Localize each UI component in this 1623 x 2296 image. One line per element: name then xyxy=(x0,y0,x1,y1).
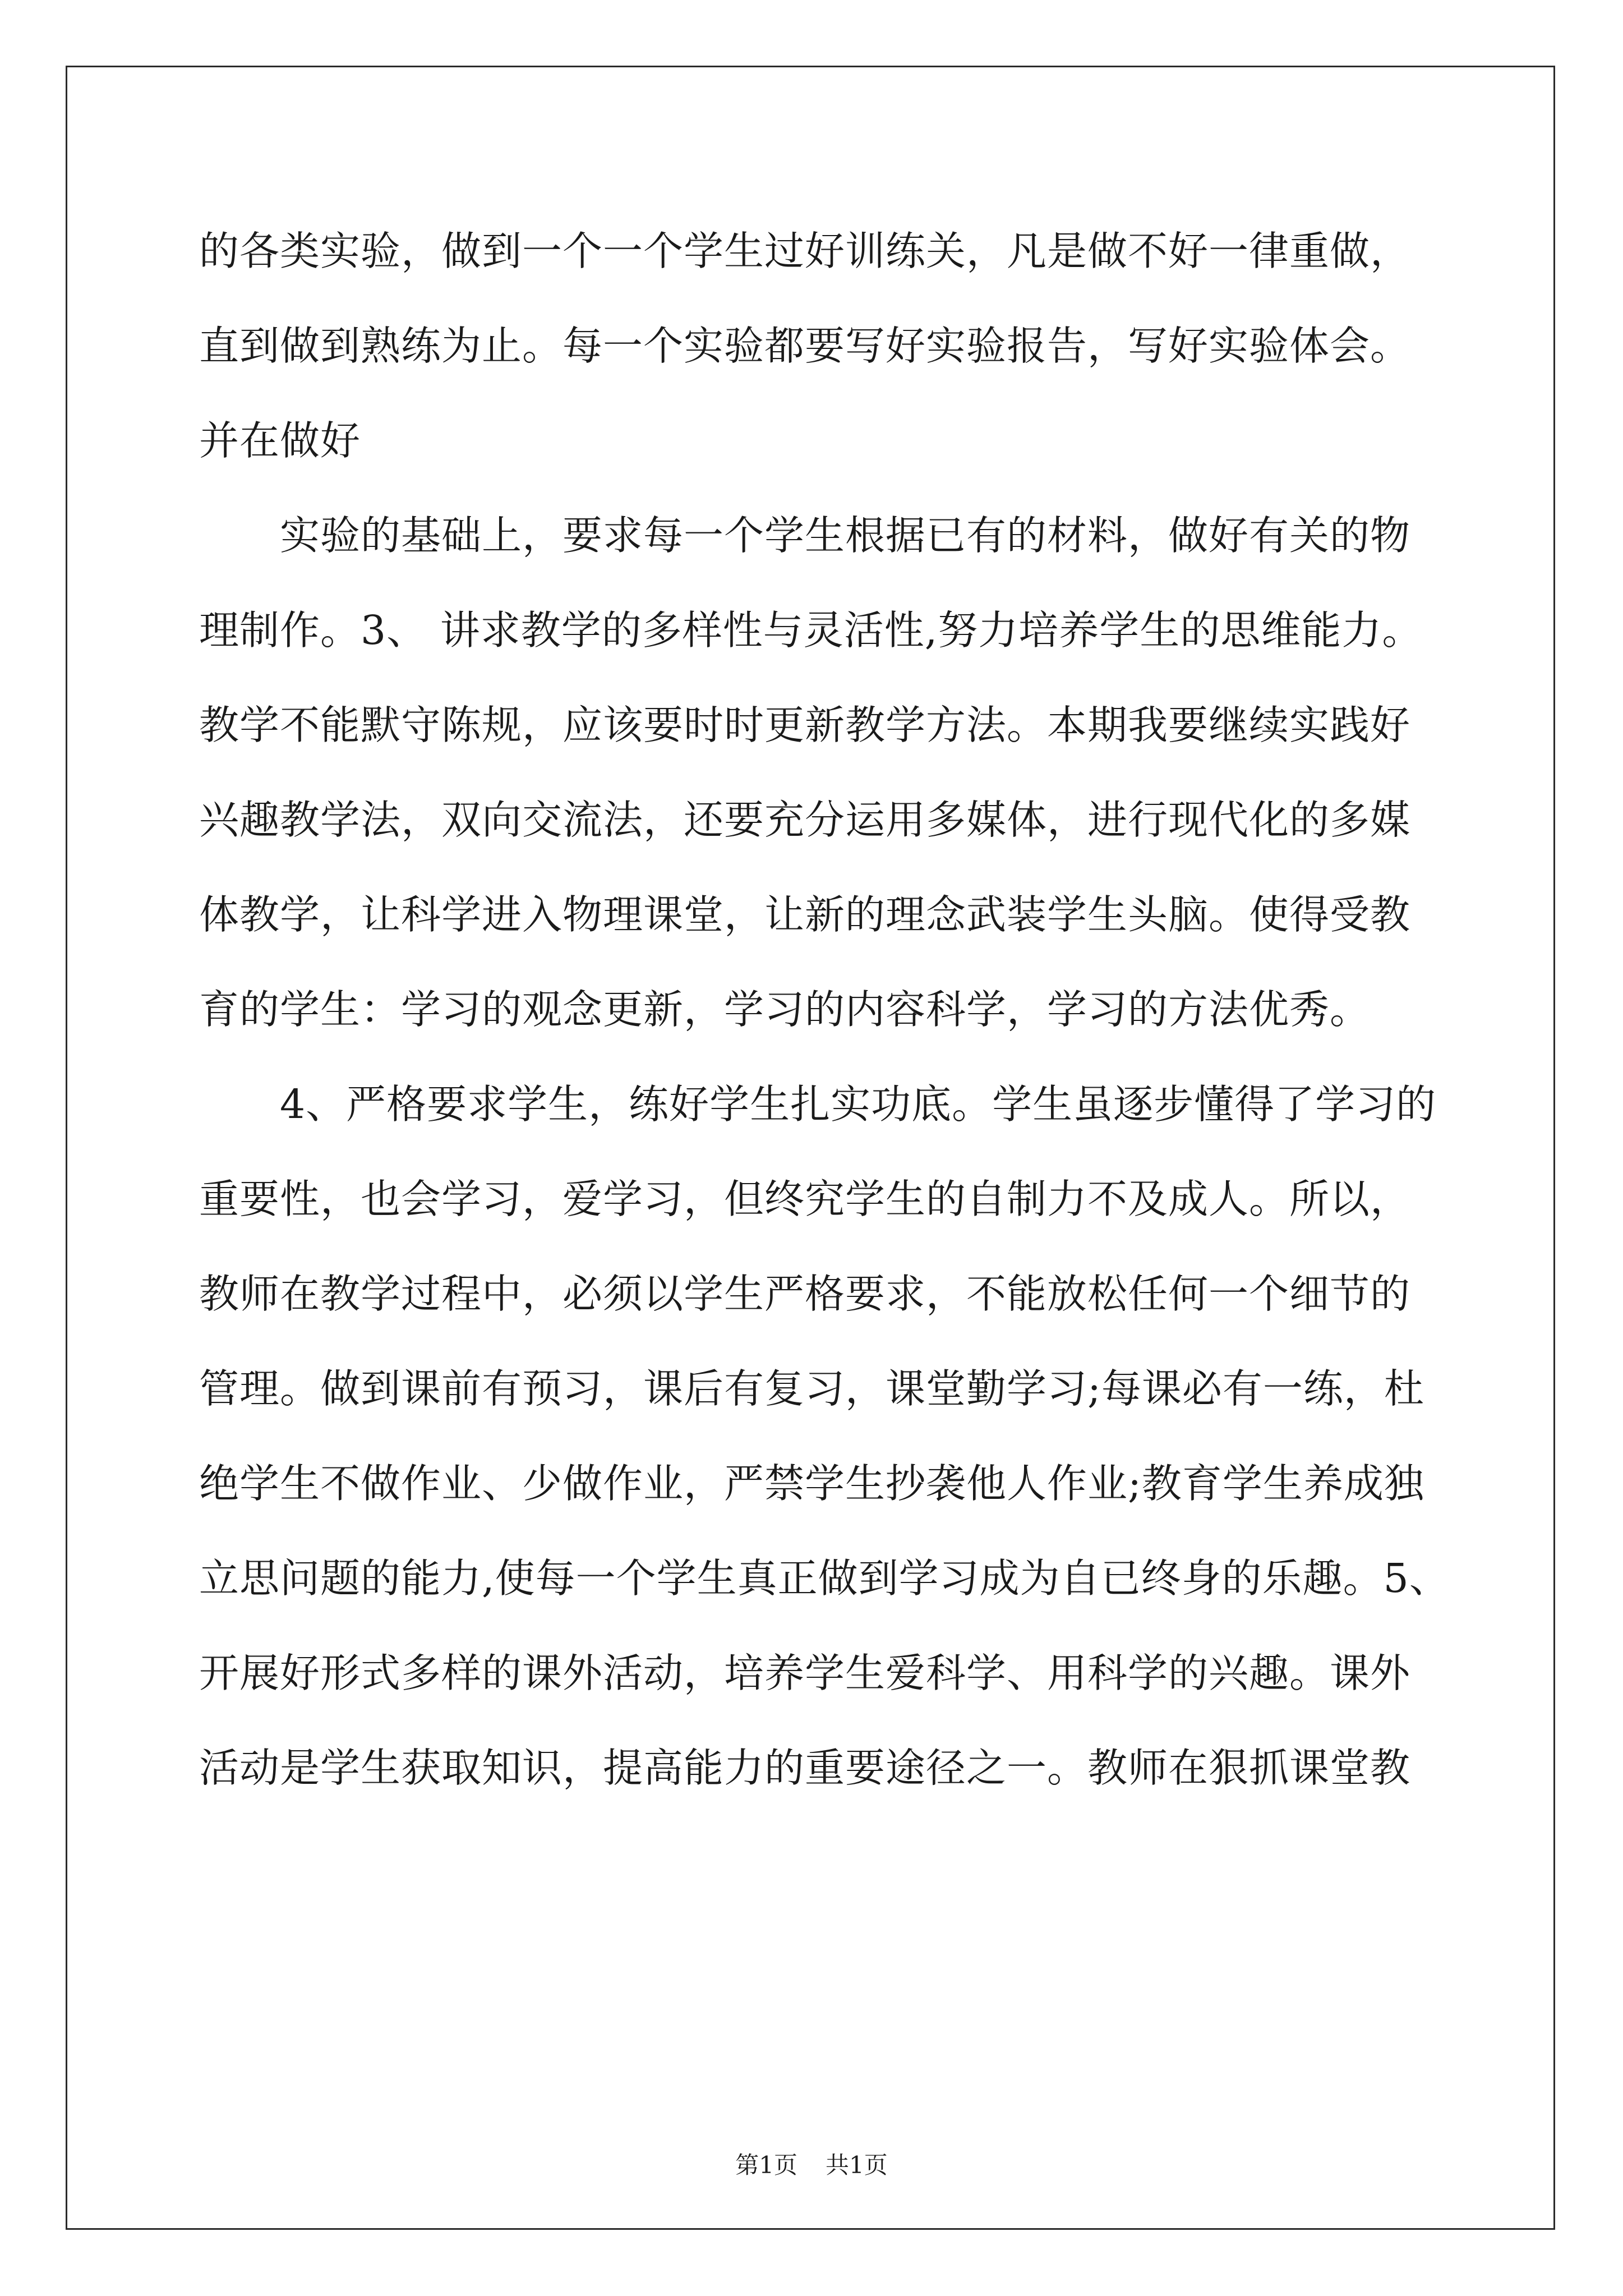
text-line: 开展好形式多样的课外活动，培养学生爱科学、用科学的兴趣。课外 xyxy=(199,1650,1411,1696)
text-line: 育的学生：学习的观念更新，学习的内容科学，学习的方法优秀。 xyxy=(199,986,1371,1033)
text-line: 立思问题的能力,使每一个学生真正做到学习成为自已终身的乐趣。5、 xyxy=(199,1555,1450,1602)
page-footer xyxy=(0,2148,1623,2182)
text-line: 并在做好 xyxy=(199,417,361,464)
text-line: 体教学，让科学进入物理课堂，让新的理念武装学生头脑。使得受教 xyxy=(199,891,1411,938)
text-line: 的各类实验，做到一个一个学生过好训练关，凡是做不好一律重做， xyxy=(199,228,1411,274)
text-line: 实验的基础上，要求每一个学生根据已有的材料，做好有关的物 xyxy=(280,512,1411,559)
text-line: 重要性，也会学习，爱学习，但终究学生的自制力不及成人。所以， xyxy=(199,1176,1411,1222)
page-number: 第1页 xyxy=(735,2151,797,2179)
text-line: 绝学生不做作业、少做作业，严禁学生抄袭他人作业;教育学生养成独 xyxy=(199,1460,1424,1507)
text-line: 管理。做到课前有预习，课后有复习，课堂勤学习;每课必有一练，杜 xyxy=(199,1365,1424,1412)
text-line: 4、严格要求学生，练好学生扎实功底。学生虽逐步懂得了学习的 xyxy=(280,1081,1437,1128)
page-border xyxy=(66,66,1555,2230)
text-line: 兴趣教学法，双向交流法，还要充分运用多媒体，进行现代化的多媒 xyxy=(199,797,1411,843)
text-line: 活动是学生获取知识，提高能力的重要途径之一。教师在狠抓课堂教 xyxy=(199,1745,1411,1791)
text-line: 直到做到熟练为止。每一个实验都要写好实验报告，写好实验体会。 xyxy=(199,323,1411,369)
text-line: 教学不能默守陈规，应该要时时更新教学方法。本期我要继续实践好 xyxy=(199,702,1411,748)
text-line: 理制作。3、 讲求教学的多样性与灵活性,努力培养学生的思维能力。 xyxy=(199,607,1423,654)
page-total: 共1页 xyxy=(826,2151,888,2179)
text-line: 教师在教学过程中，必须以学生严格要求，不能放松任何一个细节的 xyxy=(199,1271,1411,1317)
